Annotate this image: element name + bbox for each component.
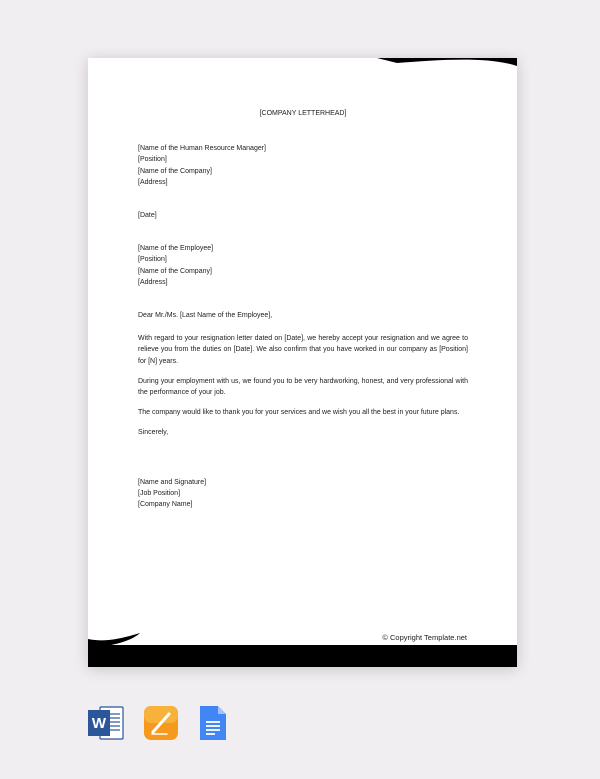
word-icon-label: W bbox=[91, 715, 107, 732]
body-paragraph: With regard to your resignation letter dated on [Date], we hereby accept your resignation and we agree to relieve you from the duties on [Date]. We also confirm that you have worked in our company as [Position] for [N] years. bbox=[138, 335, 468, 365]
recipient-line: [Address] bbox=[138, 178, 168, 186]
recipient-address-block bbox=[138, 143, 468, 188]
body-paragraph: During your employment with us, we found you to be very hardworking, honest, and very professional with the performance of your job. bbox=[138, 377, 468, 397]
bottom-band bbox=[88, 645, 517, 667]
signature-line: [Company Name] bbox=[138, 501, 193, 509]
company-letterhead: [COMPANY LETTERHEAD] bbox=[259, 110, 347, 117]
signature-block bbox=[138, 477, 468, 511]
body-paragraph: The company would like to thank you for your services and we wish you all the best in your future plans. bbox=[138, 409, 460, 417]
top-corner-decoration bbox=[377, 58, 517, 70]
recipient-line: [Name of the Human Resource Manager] bbox=[138, 145, 267, 153]
signature-line: [Name and Signature] bbox=[138, 478, 207, 486]
letter-body bbox=[138, 108, 468, 532]
letter-page bbox=[88, 58, 517, 667]
closing: Sincerely, bbox=[138, 429, 169, 437]
pages-icon[interactable] bbox=[143, 704, 179, 742]
employee-line: [Address] bbox=[138, 278, 168, 286]
recipient-line: [Position] bbox=[138, 156, 167, 164]
employee-line: [Name of the Company] bbox=[138, 267, 212, 275]
salutation: Dear Mr./Ms. [Last Name of the Employee], bbox=[138, 312, 273, 320]
employee-line: [Name of the Employee] bbox=[138, 245, 214, 253]
copyright-notice: © Copyright Template.net bbox=[382, 633, 467, 642]
recipient-line: [Name of the Company] bbox=[138, 167, 212, 175]
google-docs-icon[interactable] bbox=[198, 704, 228, 742]
employee-line: [Position] bbox=[138, 256, 167, 264]
date-line: [Date] bbox=[138, 212, 157, 220]
employee-address-block bbox=[138, 243, 468, 288]
signature-line: [Job Position] bbox=[138, 489, 181, 497]
word-icon[interactable] bbox=[88, 704, 124, 742]
